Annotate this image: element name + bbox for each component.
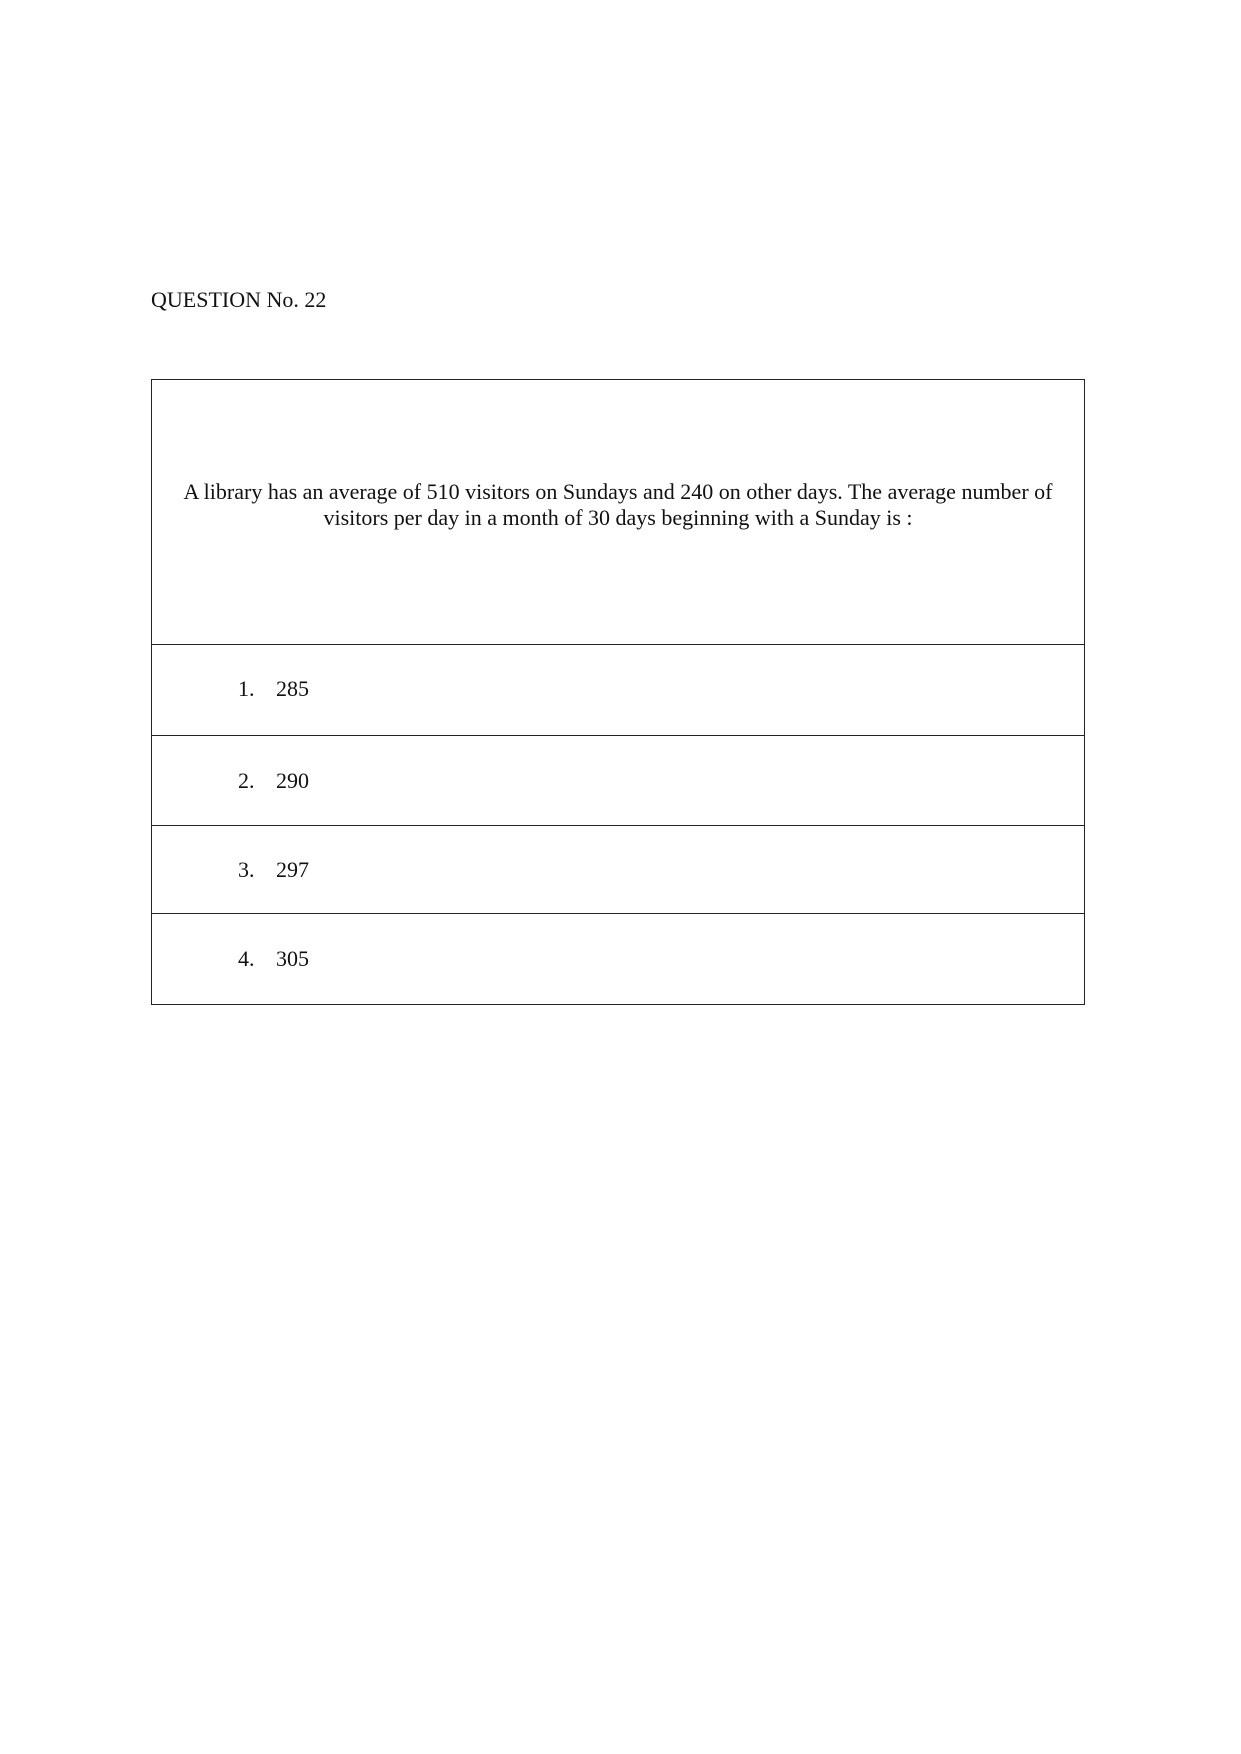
option-3[interactable] <box>152 826 1084 914</box>
question-heading: QUESTION No. 22 <box>151 287 327 312</box>
question-cell <box>152 380 1084 645</box>
option-number: 1. <box>238 676 255 701</box>
option-value: 297 <box>276 856 309 882</box>
option-value: 285 <box>276 676 309 701</box>
question-text: A library has an average of 510 visitors on Sundays and 240 on other days. The average number of visitors per day in a month of 30 days beginning with a Sunday is : <box>183 479 1053 530</box>
question-table <box>151 379 1085 1005</box>
option-number: 2. <box>238 767 255 793</box>
option-value: 290 <box>276 767 309 793</box>
option-value: 305 <box>276 946 309 971</box>
option-4[interactable] <box>152 914 1084 1004</box>
option-number: 3. <box>238 856 255 882</box>
option-1[interactable] <box>152 645 1084 736</box>
option-2[interactable] <box>152 736 1084 826</box>
option-number: 4. <box>238 946 255 971</box>
